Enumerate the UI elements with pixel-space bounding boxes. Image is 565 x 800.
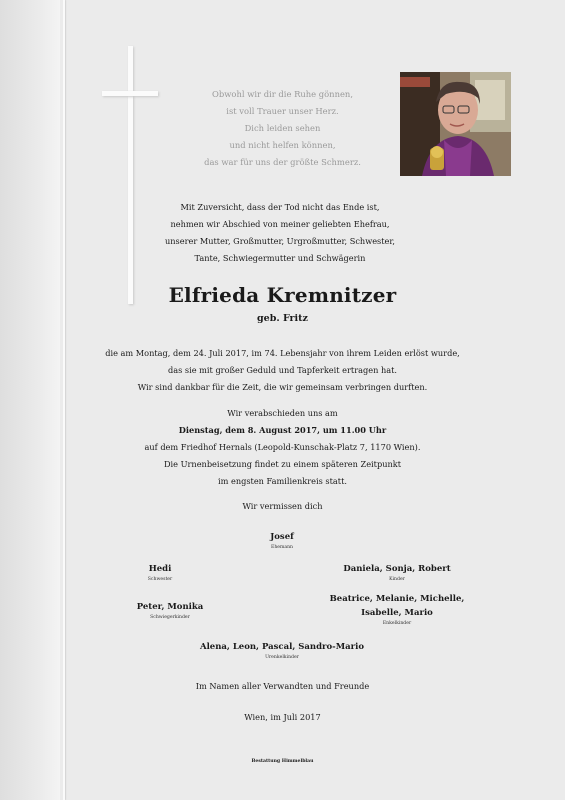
page-edge-line bbox=[63, 0, 65, 800]
poem-line: Dich leiden sehen bbox=[244, 123, 321, 133]
death-line: die am Montag, dem 24. Juli 2017, im 74. Lebensjahr von ihrem Leiden erlöst wurde, bbox=[105, 348, 460, 358]
deceased-born-name: geb. Fritz bbox=[257, 313, 308, 324]
family-children-in-law bbox=[110, 600, 230, 622]
intro-line: Mit Zuversicht, dass der Tod nicht das Ende ist, bbox=[180, 202, 380, 212]
family-role: Ehemann bbox=[270, 545, 294, 550]
urn-burial-line: Die Urnenbeisetzung findet zu einem späteren Zeitpunkt bbox=[163, 459, 401, 469]
family-role: Enkelkinder bbox=[382, 621, 412, 626]
undertaker-name: Bestattung Himmelblau bbox=[251, 759, 314, 764]
service-intro: Wir verabschieden uns am bbox=[227, 408, 338, 418]
cross-icon-horizontal bbox=[102, 91, 158, 96]
poem-line: und nicht helfen können, bbox=[229, 140, 336, 150]
family-name: Isabelle, Mario bbox=[361, 608, 433, 618]
miss-you-text: Wir vermissen dich bbox=[242, 501, 323, 511]
family-husband bbox=[232, 530, 332, 552]
family-name: Hedi bbox=[148, 564, 172, 574]
intro-line: nehmen wir Abschied von meiner geliebten Ehefrau, bbox=[170, 219, 390, 229]
family-name: Peter, Monika bbox=[136, 602, 204, 612]
poem bbox=[170, 86, 395, 171]
poem-line: Obwohl wir dir die Ruhe gönnen, bbox=[212, 89, 353, 99]
portrait-photo bbox=[400, 72, 511, 176]
family-sister bbox=[110, 562, 210, 584]
closing-text: Im Namen aller Verwandten und Freunde bbox=[195, 681, 370, 691]
family-role: Schwester bbox=[147, 577, 173, 582]
service-location: auf dem Friedhof Hernals (Leopold-Kunschak-Platz 7, 1170 Wien). bbox=[144, 442, 421, 452]
family-name: Beatrice, Melanie, Michelle, bbox=[329, 594, 465, 604]
intro-line: unserer Mutter, Großmutter, Urgroßmutter, Schwester, bbox=[164, 236, 396, 246]
family-name: Daniela, Sonja, Robert bbox=[343, 564, 451, 574]
death-line: Wir sind dankbar für die Zeit, die wir gemeinsam verbringen durften. bbox=[137, 382, 428, 392]
portrait-photo-icon bbox=[400, 72, 511, 176]
funeral-service-info bbox=[100, 405, 465, 490]
page-left-edge bbox=[0, 0, 60, 800]
family-name: Alena, Leon, Pascal, Sandro-Mario bbox=[199, 642, 364, 652]
family-name: Josef bbox=[270, 532, 294, 542]
family-role: Kinder bbox=[389, 577, 405, 582]
death-notice-text bbox=[70, 345, 495, 396]
deceased-name: Elfrieda Kremnitzer bbox=[168, 283, 397, 307]
place-date: Wien, im Juli 2017 bbox=[244, 712, 321, 722]
family-role: Urenkelkinder bbox=[265, 655, 299, 660]
intro-line: Tante, Schwiegermutter und Schwägerin bbox=[194, 253, 366, 263]
service-date: Dienstag, dem 8. August 2017, um 11.00 Uhr bbox=[178, 425, 387, 435]
family-great-grandchildren bbox=[182, 640, 382, 662]
family-children bbox=[332, 562, 462, 584]
death-line: das sie mit großer Geduld und Tapferkeit ertragen hat. bbox=[167, 365, 398, 375]
family-role: Schwiegerkinder bbox=[150, 615, 190, 620]
poem-line: ist voll Trauer unser Herz. bbox=[226, 106, 339, 116]
poem-line: das war für uns der größte Schmerz. bbox=[204, 157, 361, 167]
urn-burial-line: im engsten Familienkreis statt. bbox=[217, 476, 347, 486]
family-grandchildren bbox=[322, 592, 472, 628]
intro-text bbox=[130, 199, 430, 267]
